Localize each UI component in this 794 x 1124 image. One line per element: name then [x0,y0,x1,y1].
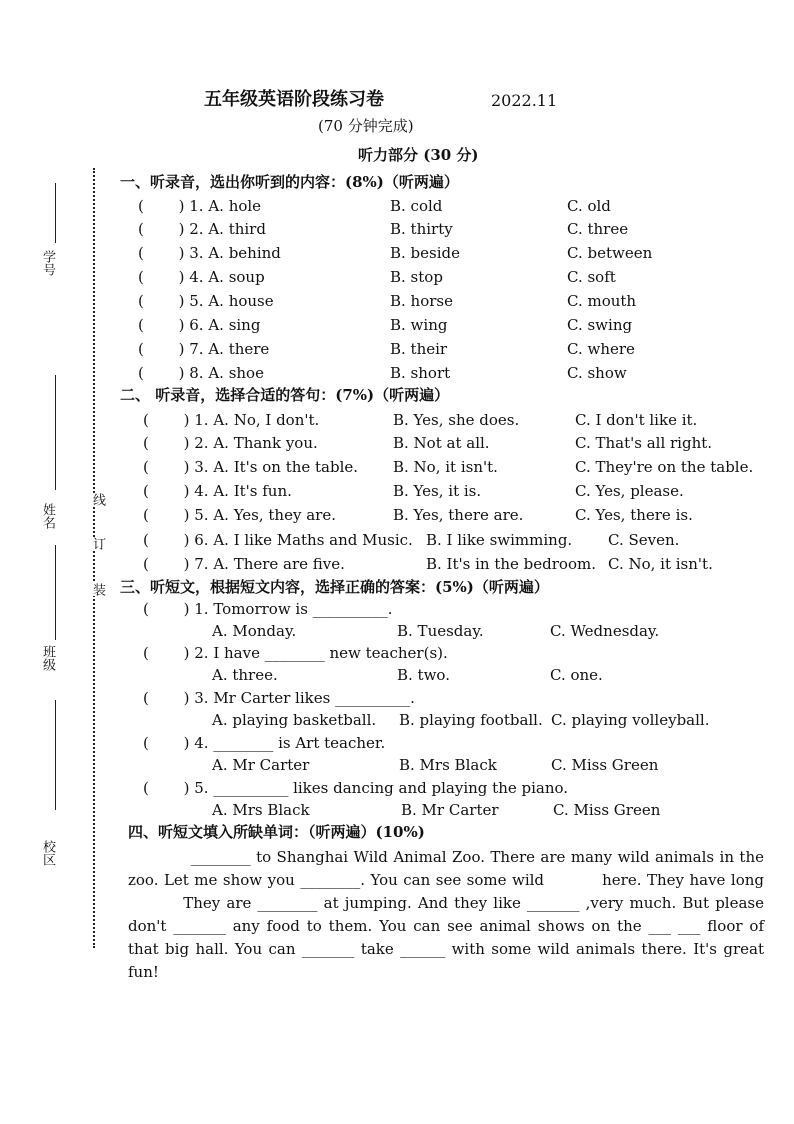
list-item: B. I like swimming. [426,531,573,549]
binding-dotted-line [93,168,95,948]
list-item: ( ) 6. A. sing [138,316,261,334]
list-item: A. Monday. [212,622,297,640]
list-item: ( ) 1. Tomorrow is __________. [143,600,393,618]
list-item: C. No, it isn't. [608,555,713,573]
list-item: ( ) 5. A. house [138,292,274,310]
list-item: B. stop [390,268,443,286]
xuehao-line [55,183,56,243]
list-item: B. horse [390,292,453,310]
banji-line [55,545,56,640]
part-title: 听力部分 (30 分) [358,146,479,164]
list-item: B. two. [397,666,450,684]
list-item: C. show [567,364,627,382]
list-item: C. Seven. [608,531,680,549]
list-item: B. No, it isn't. [393,458,498,476]
list-item: ( ) 4. A. soup [138,268,265,286]
list-item: C. Miss Green [553,801,661,819]
list-item: C. Wednesday. [550,622,660,640]
list-item: ( ) 7. A. There are five. [143,555,345,573]
list-item: C. old [567,197,611,215]
list-item: C. where [567,340,635,358]
list-item: B. Tuesday. [397,622,484,640]
list-item: B. Yes, it is. [393,482,482,500]
list-item: B. cold [390,197,443,215]
list-item: B. wing [390,316,448,334]
list-item: ( ) 3. Mr Carter likes __________. [143,689,415,707]
list-item: A. Mr Carter [212,756,310,774]
page-title: 五年级英语阶段练习卷 [204,89,384,110]
list-item: ( ) 5. __________ likes dancing and playing the piano. [143,779,569,797]
list-item: ( ) 5. A. Yes, they are. [143,506,336,524]
list-item: ( ) 7. A. there [138,340,270,358]
cloze-text: ________ to Shanghai Wild Animal Zoo. There are many wild animals in the zoo. Let me show you ________. You can see some wild here. They have long They are ________ at jumping. And they like _______ ,very much. But please don't _______ any food to them. You can see animal shows on the ___ ___ floor of that big hall. You can _______ take ______ with some wild animals there. It's great fun! [128,848,764,981]
list-item: ( ) 1. A. No, I don't. [143,411,320,429]
list-item: C. They're on the table. [575,458,754,476]
list-item: C. That's all right. [575,434,713,452]
list-item: C. swing [567,316,633,334]
list-item: C. one. [550,666,603,684]
list-item: C. mouth [567,292,637,310]
list-item: ( ) 4. A. It's fun. [143,482,292,500]
xingming-label: 姓名 [40,503,55,529]
list-item: ( ) 2. I have ________ new teacher(s). [143,644,448,662]
xingming-line [55,375,56,490]
xian-label: 线 [90,493,105,506]
list-item: B. Mr Carter [401,801,499,819]
list-item: C. between [567,244,653,262]
list-item: B. It's in the bedroom. [426,555,596,573]
xuehao-label: 学号 [40,250,55,276]
zhuang-label: 装 [90,583,105,596]
list-item: ( ) 6. A. I like Maths and Music. [143,531,413,549]
section1-heading: 一、听录音，选出你听到的内容：(8%)（听两遍） [120,173,459,191]
list-item: ( ) 8. A. shoe [138,364,264,382]
list-item: B. Not at all. [393,434,490,452]
list-item: C. Yes, there is. [575,506,693,524]
exam-duration: (70 分钟完成) [318,117,414,135]
cloze-paragraph [128,846,764,984]
list-item: C. three [567,220,629,238]
list-item: A. playing basketball. [212,711,377,729]
banji-label: 班级 [40,645,55,671]
list-item: C. Yes, please. [575,482,684,500]
list-item: C. soft [567,268,616,286]
list-item: ( ) 2. A. Thank you. [143,434,318,452]
list-item: B. thirty [390,220,453,238]
list-item: B. playing football. [399,711,543,729]
list-item: A. Mrs Black [212,801,310,819]
list-item: B. Yes, there are. [393,506,524,524]
list-item: B. beside [390,244,461,262]
section4-heading: 四、听短文填入所缺单词：（听两遍）(10%) [128,823,425,841]
list-item: C. playing volleyball. [551,711,710,729]
xiaoqu-line [55,700,56,810]
xiaoqu-label: 校区 [40,840,55,866]
section3-heading: 三、听短文，根据短文内容，选择正确的答案：(5%)（听两遍） [120,578,549,596]
exam-date: 2022.11 [491,91,558,110]
list-item: A. three. [212,666,278,684]
list-item: B. short [390,364,451,382]
list-item: ( ) 3. A. It's on the table. [143,458,359,476]
list-item: ( ) 4. ________ is Art teacher. [143,734,386,752]
list-item: B. Yes, she does. [393,411,520,429]
list-item: ( ) 1. A. hole [138,197,262,215]
list-item: ( ) 2. A. third [138,220,266,238]
section2-heading: 二、 听录音，选择合适的答句：(7%)（听两遍） [120,386,450,404]
list-item: C. I don't like it. [575,411,698,429]
list-item: ( ) 3. A. behind [138,244,281,262]
list-item: C. Miss Green [551,756,659,774]
list-item: B. Mrs Black [399,756,497,774]
ding-label: 订 [90,537,105,550]
list-item: B. their [390,340,448,358]
